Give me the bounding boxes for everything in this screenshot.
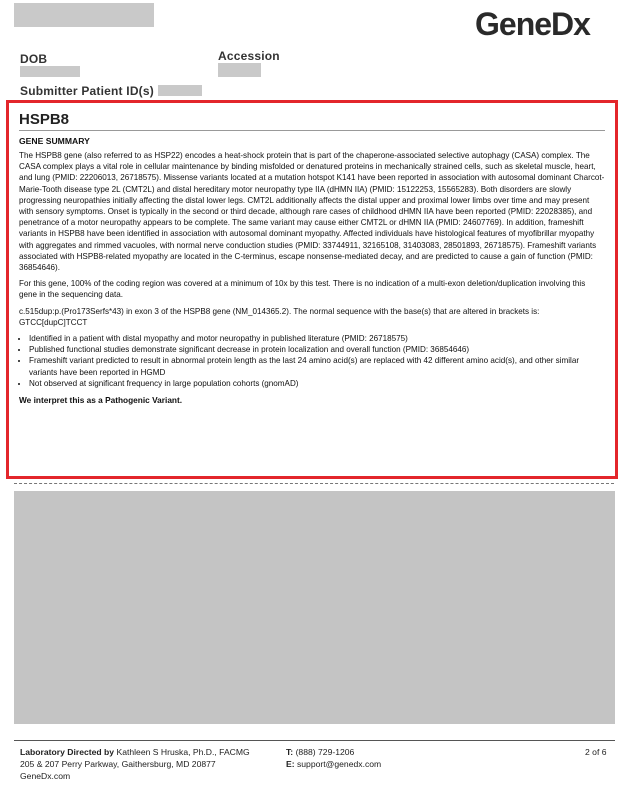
genedx-logo: GeneDx <box>475 6 590 42</box>
footer-contact <box>286 746 381 770</box>
lab-address: 205 & 207 Perry Parkway, Gaithersburg, MD 20877 <box>20 759 216 770</box>
gene-summary-paragraph: The HSPB8 gene (also referred to as HSP22) encodes a heat-shock protein that is part of the chaperone-associated selective autophagy (CASA) complex. The CASA complex plays a vital role in cellular maintenance by binding misfolded or denatured proteins in mechanically strained cells, such as skeletal muscle, heart, and lung (PMID: 22206013, 26718575). Missense variants located at a mutation hotspot K141 have been reported in association with autosomal dominant Charcot-Marie-Tooth disease type 2L (CMT2L) and distal hereditary motor neuropathy type IIA (dHMN IIA) (PMID: 15122253, 15565283). Both disorders are slowly progressing neuropathies initially affecting the distal lower legs. CMT2L additionally affects the distal upper and proximal lower limbs over time and may present with sensory symptoms. Onset is typically in the second or third decade, although rare cases of childhood dHMN IIA have been reported (PMID: 22028385), and penetrance of a motor neuropathy appears to be complete. The same variant may cause either CMT2L or dHMN IIA (PMID: 24607769). In addition, frameshift variants in HSPB8 have been identified in association with autosomal dominant myopathy. Affected individuals have histological features of myofibrillar myopathy with aggregates and rimmed vacuoles, with normal nerve conduction studies (PMID: 33744911, 32165108, 31403083, 28501893, 26718575). Frameshift variants associated with HSPB8-related myopathy are located in the C-terminus, escape nonsense-mediated decay, and are predicted to cause a gain of function (PMID: 36854646). <box>19 151 605 273</box>
variant-paragraph: c.515dup:p.(Pro173Serfs*43) in exon 3 of the HSPB8 gene (NM_014365.2). The normal sequence with the base(s) that are altered in brackets is: GTCC[dupC]TCCT <box>19 306 540 327</box>
lab-directed-label: Laboratory Directed by <box>20 747 115 757</box>
footer-divider <box>14 740 615 741</box>
page-number: 2 of 6 <box>585 747 607 757</box>
section-divider <box>14 483 614 484</box>
footer-lab-info <box>20 746 250 783</box>
submitter-id-label: Submitter Patient ID(s) <box>20 84 154 98</box>
dob-redaction <box>20 66 80 77</box>
evidence-item: • Not observed at significant frequency in large population cohorts (gnomAD) <box>29 378 605 389</box>
evidence-item: • Published functional studies demonstrate significant decrease in protein localization and overall function (PMID: 36854646) <box>29 344 605 355</box>
lab-director: Kathleen S Hruska, Ph.D., FACMG <box>116 747 250 757</box>
patient-name-redaction <box>14 3 154 27</box>
gene-summary-heading: GENE SUMMARY <box>19 136 90 146</box>
interpretation-statement: We interpret this as a Pathogenic Variant. <box>19 395 183 406</box>
coverage-paragraph: For this gene, 100% of the coding region was covered at a minimum of 10x by this test. There is no indication of a multi-exon deletion/duplication involving this gene in the sequencing data. <box>19 279 586 300</box>
gene-title: HSPB8 <box>19 111 70 128</box>
lab-website[interactable]: GeneDx.com <box>20 771 71 782</box>
redacted-content-block <box>14 491 615 724</box>
lab-phone: (888) 729-1206 <box>295 747 355 757</box>
submitter-id-redaction <box>158 85 202 96</box>
evidence-list <box>19 333 605 389</box>
email-label: E: <box>286 759 295 770</box>
evidence-item: • Frameshift variant predicted to result in abnormal protein length as the last 24 amino acid(s) are replaced with 42 different amino acid(s), and other similar variants have been reported in HGMD <box>29 355 605 377</box>
phone-label: T: <box>286 747 294 757</box>
dob-label: DOB <box>20 52 48 66</box>
gene-title-rule <box>19 130 605 131</box>
accession-label: Accession <box>218 49 280 63</box>
accession-redaction <box>218 63 261 77</box>
highlighted-gene-section <box>6 100 618 479</box>
lab-email[interactable]: support@genedx.com <box>296 759 382 770</box>
evidence-item: • Identified in a patient with distal myopathy and motor neuropathy in published literature (PMID: 26718575) <box>29 333 605 344</box>
